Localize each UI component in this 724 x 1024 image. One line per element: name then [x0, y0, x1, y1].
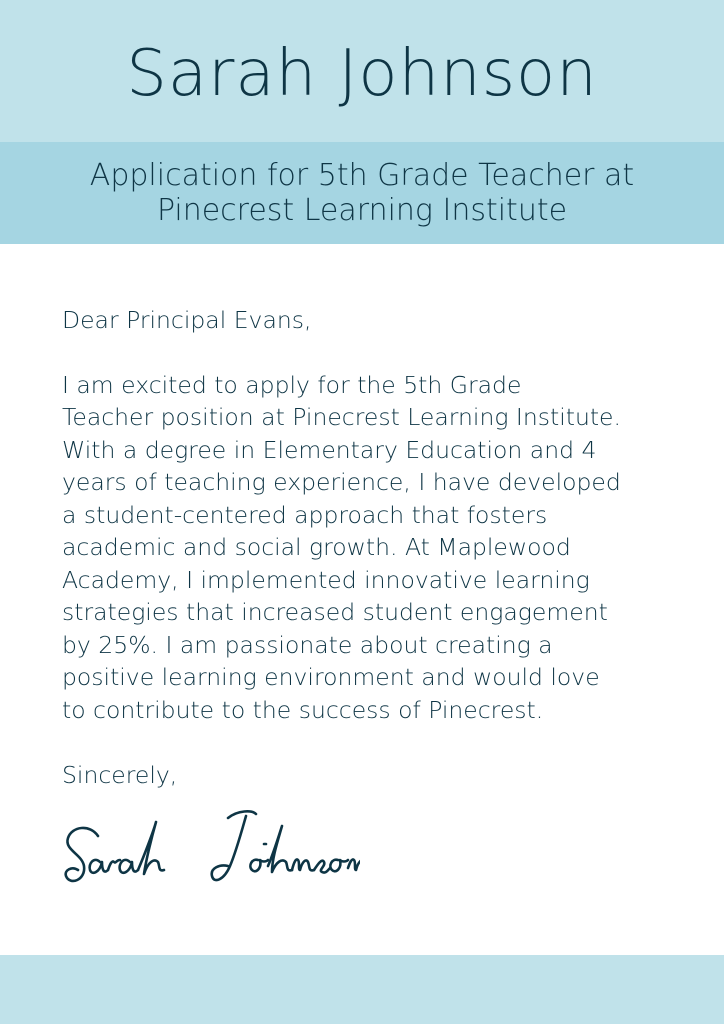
paragraph-line: Teacher position at Pinecrest Learning Institute. — [62, 403, 621, 431]
closing: Sincerely, — [62, 761, 178, 789]
applicant-name: Sarah Johnson — [126, 37, 598, 111]
paragraph-line: positive learning environment and would love — [62, 663, 600, 691]
paragraph-line: a student-centered approach that fosters — [62, 500, 548, 529]
letter-paragraph — [62, 369, 662, 727]
paragraph-line: academic and social growth. At Maplewood — [62, 533, 571, 561]
paragraph-line: to contribute to the success of Pinecrest. — [62, 695, 544, 724]
salutation: Dear Principal Evans, — [62, 306, 312, 334]
paragraph-line: years of teaching experience, I have developed — [62, 468, 621, 496]
letter-body — [62, 304, 662, 792]
paragraph-line: With a degree in Elementary Education and 4 — [62, 435, 597, 464]
paragraph-line: Academy, I implemented innovative learning — [62, 565, 590, 594]
footer-band — [0, 955, 724, 1024]
paragraph-line: I am excited to apply for the 5th Grade — [62, 370, 522, 399]
paragraph-line: by 25%. I am passionate about creating a — [62, 630, 553, 659]
paragraph-line: strategies that increased student engagement — [62, 598, 608, 626]
header-subtitle-band — [0, 142, 724, 244]
header-name-band — [0, 0, 724, 142]
subtitle-line-2: Pinecrest Learning Institute — [156, 193, 568, 228]
subtitle-line-1: Application for 5th Grade Teacher at — [89, 158, 635, 193]
handwritten-signature — [60, 800, 360, 900]
